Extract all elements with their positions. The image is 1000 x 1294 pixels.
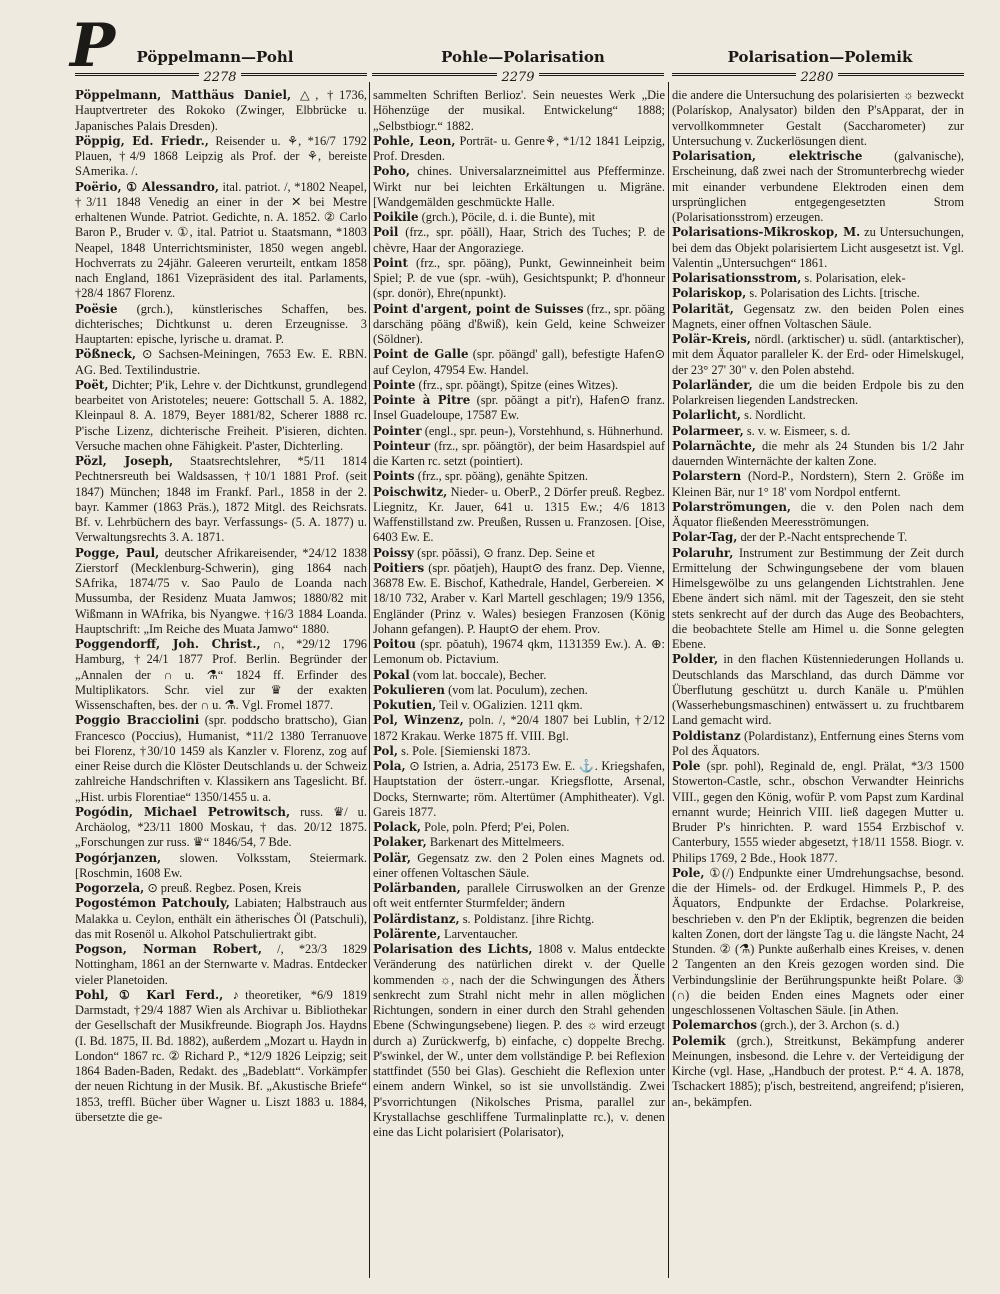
dictionary-entry [672,652,964,728]
entry-text: (grch.), der 3. Archon (s. d.) [760,1018,900,1033]
dictionary-entry [75,896,367,942]
section-letter: P [70,11,116,81]
dictionary-entry [373,485,665,546]
entry-text: zu Untersuchungen, bei dem das Objekt polarisiertem Licht ausgesetzt ist. Vgl. Valentin „Untersuchgen“ 1861. [672,225,964,270]
entry-term: Pogge, Paul, [75,545,160,560]
dictionary-entry [373,164,665,210]
entry-text: s. Pole. [Siemienski 1873. [401,743,531,758]
entry-text: Labiaten; Halbstrauch aus Malakka u. Ceylon, enthält ein ätherisches Öl (Patschuli), das mit Rosenöl u. Alkohol Patschuliertrakt gibt. [75,896,367,941]
dictionary-entry [373,637,665,668]
entry-text: s. v. w. Eismeer, s. d. [746,423,851,438]
entry-text: (spr. pŏängd' gall), befestigte Hafen⊙ auf Ceylon, 47954 Ew. Handel. [373,347,665,377]
dictionary-entry [373,851,665,882]
entry-term: Pogostémon Patchouly, [75,896,230,911]
entry-term: Pole [672,759,701,773]
dictionary-entry [75,988,367,1125]
entry-term: Points [373,469,415,484]
entry-term: Poitou [373,637,416,651]
dictionary-entry [672,439,964,470]
dictionary-entry [672,469,964,500]
entry-term: Pogorzela, [75,881,145,895]
entry-term: Polarisation des Lichts, [373,942,533,956]
entry-text: (grch.), Streitkunst, Bekämpfung anderer Meinungen, insbesond. die Lehre v. der Verteidigung der Kirche (vgl. Hase, „Handbuch der protest. P.“ 4. A. 1878, Tschackert 1885); p'isch, bestreitend, angreifend; p'isieren, an-, bekämpfen. [672,1033,964,1109]
dictionary-entry [373,881,665,912]
entry-text: russ. ♛/ u. Archäolog, *23/11 1800 Moskau, † das. 20/12 1875. „Forschungen zur russ. ♛“ 1846/54, 7 Bde. [75,804,367,850]
entry-text: (frz., spr. pŏängtör), der beim Hasardspiel auf die Karten rc. setzt (pointiert). [373,438,665,468]
dictionary-entry [373,912,665,927]
entry-term: Poissy [373,545,415,560]
entry-text: ⊙ Sachsen-Meiningen, 7653 Ew. E. RBN. AG. Bed. Textilindustrie. [75,347,367,377]
dictionary-entry [373,759,665,820]
entry-text: slowen. Volksstam, Steiermark. [Roschmin, 1608 Ew. [75,850,367,880]
entry-term: Pogson, Norman Robert, [75,942,262,956]
entry-text: (Polardistanz), Entfernung eines Sterns vom Pol des Äquators. [672,728,964,758]
entry-term: Point d'argent, point de Suisses [373,301,584,316]
entry-text: Instrument zur Bestimmung der Zeit durch Ermittelung der Schwingungsebene der vom blauen Himelsgewölbe zu uns gelangenden Lichtstrahlen. Jene Ebene ändert sich näml. mit der Tageszeit, den sie steht stets senkrecht auf der durch das Auge des Beobachters, die beobachtete Stelle am Himel u. die Sonne gelegten Ebene. [672,545,964,651]
entry-term: Pokulieren [373,682,445,697]
page-number-2: 2279 [497,70,538,85]
dictionary-entry [75,881,367,896]
entry-term: Pol, [373,743,399,758]
entry-term: Poët, [75,377,109,392]
dictionary-entry [672,378,964,409]
entry-term: Polarisations-Mikroskop, M. [672,225,861,240]
dictionary-entry [672,500,964,531]
dictionary-entry [672,286,964,301]
dictionary-entry [373,683,665,698]
entry-term: Pointer [373,423,422,438]
entry-term: Poikile [373,210,419,224]
entry-term: Pokal [373,667,410,682]
dictionary-entry [672,424,964,439]
entry-term: Pößneck, [75,347,136,362]
column-divider-1 [369,82,370,1278]
entry-text: Nieder- u. OberP., 2 Dörfer preuß. Regbez. Liegnitz, Kr. Jauer, 641 u. 1315 Ew.; 4/6 1813 Waffenstillstand zw. Preußen, Russen u. Franzosen. [Oise, 6403 Ew. E. [373,484,665,545]
entry-text: nördl. (arktischer) u. südl. (antarktischer), mit dem Äquator paralleler K. der Erd- oder Himelskugel, der 23° 27' 30" v. den Polen abstehd. [672,332,964,377]
entry-text: (vom lat. boccale), Becher. [412,667,547,682]
entry-text: (frz., spr. pŏäng darschäng pŏäng d'ßwiß), kein Geld, keine Schweizer (Söldner). [373,301,665,346]
entry-text: Larventaucher. [444,926,518,941]
dictionary-entry [75,637,367,713]
entry-term: Polarströmungen, [672,499,792,514]
entry-term: Poërio, ① Alessandro, [75,179,219,194]
entry-term: Pol, Winzenz, [373,713,464,728]
dictionary-entry [672,88,964,149]
entry-text: die andere die Untersuchung des polarisierten ☼ bezweckt (Polarískop, Analysator) bilden den P'sApparat, der in vervollkommneter Gestalt (Saccharometer) zur Untersuchung v. Zuckerlösungen dient. [672,88,964,148]
dictionary-entry [672,225,964,271]
entry-term: Pohle, Leon, [373,133,456,148]
dictionary-entry [672,149,964,225]
entry-term: Polarisation, elektrische [672,149,863,163]
entry-text: (spr. pohl), Reginald de, engl. Prälat, *3/3 1500 Stowerton-Castle, schr., obschon Verwandter Heinrichs VIII., gegen den König, wofür P. vom Papst zum Kardinal ernannt wurde; Heinrich VIII. ließ dagegen Mutter u. Bruder P's hinrichten. P. ward 1554 Erzbischof v. Canterbury, 1555 wieder abgesetzt, †18/11 1558. Biogr. v. Philips 1769, 2 Bde., Hook 1877. [672,759,964,865]
entry-text: (engl., spr. peun-), Vorstehhund, s. Hühnerhund. [424,423,664,438]
dictionary-entry [373,256,665,302]
entry-term: Poggendorff, Joh. Christ., [75,637,261,651]
dictionary-entry [672,1018,964,1033]
dictionary-entry [373,393,665,424]
dictionary-entry [373,744,665,759]
dictionary-entry [672,546,964,653]
dictionary-entry [373,225,665,256]
entry-term: Polarität, [672,301,734,316]
entry-term: Point de Galle [373,347,469,362]
dictionary-entry [75,180,367,302]
entry-term: Polär-Kreis, [672,332,751,346]
entry-text: Pole, poln. Pferd; P'ei, Polen. [424,820,570,834]
entry-text: Gegensatz zw. den 2 Polen eines Magnets od. einer offenen Voltaschen Säule. [373,850,665,880]
entry-text: ital. patriot. /, *1802 Neapel, †3/11 1848 Venedig an einer in der ✕ bei Mestre erhaltenen Wunde. Patriot. Gedichte, n. A. 1852. ② Carlo Baron P., Bruder v. ①, ital. Patriot u. Staatsmann, *1803 Neapel, 1848 Unterrichtsminister, 1850 wegen angebl. Hochverrats zu 24jähr. Galeeren verurteilt, entkam 1858 nach England, 1861 Vizepräsident des ital. Parlaments, †28/4 1867 Florenz. [75,179,367,301]
entry-text: parallele Cirruswolken an der Grenze oft weit entfernter Sturmfelder; ändern [373,881,665,911]
entry-text: ♪theoretiker, *6/9 1819 Darmstadt, †29/4 1887 Wien als Archivar u. Bibliothekar der Gesellschaft der Musikfreunde. Biograph Jos. Haydns (I. Bd. 1875, II. Bd. 1882), außerdem „Mozart u. Haydn in London“ 1867 rc. ② Richard P., *12/9 1826 Leipzig; seit 1864 Baden-Baden, Redakt. des „Badeblatt“. Vorkämpfer der neuen Richtung in der Musik. Bf. „Akustische Briefe“ 1853, treffl. Bücher über Wagner u. Liszt 1883 u. 1884, übersetzte die ge- [75,987,367,1124]
entry-term: Polärbanden, [373,881,461,895]
entry-text: Dichter; P'ik, Lehre v. der Dichtkunst, grundlegend bearbeitet von Aristoteles; neuere: Gottschall 5. A. 1882, Kleinpaul 8. A. 1879, Beyer 1881/82, Scherer 1888 rc. P'ische Lizenz, dichterische Freiheit. P'isieren, dichten. Versuche machen ohne Fähigkeit. P'aster, Dichterling. [75,377,367,453]
dictionary-entry [373,698,665,713]
dictionary-entry [75,851,367,882]
entry-term: Poggio Bracciolini [75,713,200,728]
entry-term: Polarmeer, [672,423,744,438]
page-number-1: 2278 [199,70,240,85]
dictionary-entry [373,668,665,683]
entry-term: Poësie [75,301,118,316]
entry-text: (galvanische), Erscheinung, daß zwei nach der Stromunterbrechg wieder mit einander verbundene Elektroden einen dem ursprünglichen entgegengesetzten Strom (Polarisationsstrom) erzeugen. [672,149,964,224]
entry-term: Polär, [373,850,412,865]
entry-term: Pogórjanzen, [75,850,162,865]
column-header-2: Pohle—Polarisation [441,48,605,66]
entry-text: (Nord-P., Nordstern), Stern 2. Größe im Kleinen Bär, nur 1° 18' vom Nordpol entfernt. [672,469,964,499]
dictionary-entry [672,866,964,1019]
entry-text: poln. /, *20/4 1807 bei Lublin, †2/12 1872 Krakau. Werke 1875 ff. VIII. Bgl. [373,713,665,743]
dictionary-entry [373,561,665,637]
entry-term: Pözl, Joseph, [75,454,174,468]
dictionary-entry [75,942,367,988]
dictionary-entry [373,134,665,165]
dictionary-entry [373,927,665,942]
entry-term: Polar-Tag, [672,530,738,545]
entry-term: Polack, [373,820,422,834]
entry-text: Gegensatz zw. den beiden Polen eines Magnets, einer offnen Voltaschen Säule. [672,301,964,331]
entry-term: Poischwitz, [373,484,448,499]
dictionary-entry [373,347,665,378]
dictionary-entry [75,302,367,348]
dictionary-entry [75,378,367,454]
entry-text: die um die beiden Erdpole bis zu den Polarkreisen liegenden Landstrecken. [672,377,964,407]
entry-text: s. Nordlicht. [744,408,806,423]
entry-term: Poho, [373,164,410,179]
dictionary-entry [75,347,367,378]
dictionary-entry [672,271,964,286]
dictionary-entry [75,134,367,180]
entry-text: ⊙ preuß. Regbez. Posen, Kreis [147,881,302,895]
dictionary-entry [373,546,665,561]
page-number-3: 2280 [796,70,837,85]
entry-term: Pointeur [373,438,431,453]
entry-term: Polärdistanz, [373,911,460,926]
entry-text: der der P.-Nacht entsprechende T. [740,530,908,545]
dictionary-entry [672,1034,964,1110]
dictionary-entry [75,454,367,546]
dictionary-entry [672,759,964,866]
dictionary-entry [75,546,367,638]
entry-text: (spr. pŏatuh), 19674 qkm, 1131359 Ew.). A. ⊕: Lemonum ob. Pictavium. [373,637,665,667]
entry-text: Barkenart des Mittelmeers. [429,835,565,850]
entry-text: deutscher Afrikareisender, *24/12 1838 Zierstorf (Mecklenburg-Schwerin), ging 1864 nach SAfrika, 1874/75 v. Sao Paulo de Loanda nach Mussumba, der Residenz Muata Jamwos; 1880/82 mit Wißmann in WAfrika, bis Nyangwe. †16/3 1884 Loanda. Hauptschrift: „Im Reiche des Muata Jamwo“ 1880. [75,545,367,636]
entry-term: Pöppelmann, Matthäus Daniel, [75,88,292,102]
column-2 [373,88,665,1278]
entry-term: Polärente, [373,926,441,941]
entry-term: Pointe [373,377,416,392]
entry-text: (frz., spr. pŏäng), genähte Spitzen. [417,469,589,484]
entry-term: Pohl, ① Karl Ferd., [75,987,224,1002]
dictionary-entry [373,469,665,484]
entry-text: (vom lat. Poculum), zechen. [448,682,588,697]
column-header-3: Polarisation—Polemik [727,48,913,66]
entry-term: Poldistanz [672,728,741,743]
entry-text: (frz., spr. pŏăll), Haar, Strich des Tuches; P. de chèvre, Haar der Angoraziege. [373,225,665,255]
entry-text: chines. Universalarzneimittel aus Pfefferminze. Wirkt nur bei leichten Erkältungen u. Migräne. [Wandgemälden geschmückte Halle. [373,164,665,209]
entry-text: sammelten Schriften Berlioz'. Sein neuestes Werk „Die Höhenzüge der musikal. Entwickelung“ 1888; „Selbstbiogr.“ 1882. [373,88,665,133]
dictionary-entry [672,408,964,423]
entry-text: Porträt- u. Genre⚘, *1/12 1841 Leipzig, Prof. Dresden. [373,133,665,163]
entry-text: Teil v. OGalizien. 1211 qkm. [439,698,583,712]
dictionary-entry [75,88,367,134]
entry-term: Polarstern [672,469,742,484]
entry-term: Pokutien, [373,698,437,712]
entry-term: Polemarchos [672,1018,758,1033]
dictionary-entry [373,942,665,1140]
entry-text: Reisender u. ⚘, *16/7 1792 Plauen, †4/9 1868 Leipzig als Prof. der ⚘, bereiste SAmerika. /. [75,133,367,179]
entry-text: (spr. pŏatjeh), Haupt⊙ des franz. Dep. Vienne, 36878 Ew. E. Bischof, Kathedrale, Handel, Gerbereien. ✕ 18/10 732, Araber v. Karl Martell geschlagen; 19/9 1356, Engländer (Prinz v. Wales) besiegen Franzosen (König Johann gefangen). P. Haupt⊙ der ehem. Prov. [373,560,665,636]
entry-text: Staatsrechtslehrer, *5/11 1814 Pechtnersreuth bei Waldsassen, †10/1 1881 Prof. (seit 1847) München; 1848 im Frankf. Parl., 1858 in der 2. bayr. Kammer (1863 Präs.), 1872 Mitgl. des Reichsrats. Bf. v. Lehrbüchern des bayr. Verfassungs- (5. A. 1877) u. Verwaltungsrechts 3. A. 1871. [75,454,367,545]
dictionary-entry [373,378,665,393]
dictionary-entry [373,713,665,744]
dictionary-entry [373,835,665,850]
entry-text: die mehr als 24 Stunden bis 1/2 Jahr dauernden Winternächte der kalten Zone. [672,438,964,468]
dictionary-entry [672,332,964,378]
entry-text: ①(/) Endpunkte einer Umdrehungsachse, besond. die der Himels- od. der Erdkugel. Himmels P., P. des Äquators, Endpunkte der Erdachse. Polarkreise, beschrieben v. den P'n der Ekliptik, begrenzen die beiden kalten Zonen, dort der längste Tag u. die längste Nacht, 24 Stunden. ② (⚗) Punkte außerhalb eines Kreises, v. denen 2 Tangenten an den Kreis gezogen worden sind. Die Verbindungslinie der Berührungspunkte heißt Polare. ③ (∩) die beiden Enden eines Magnets oder einer ungeschlossenen Voltaschen Säule. [in Athen. [672,865,964,1017]
dictionary-entry [672,530,964,545]
column-header-1: Pöppelmann—Pohl [136,48,294,66]
entry-text: (frz., spr. pŏängt), Spitze (eines Witzes). [418,377,619,392]
entry-text: (spr. poddscho brattscho), Gian Francesco (Poccius), Humanist, *11/2 1380 Terranuove bei Florenz, †30/10 1459 als Kanzler v. Florenz, zog auf einer Reise durch die Klöster Deutschlands u. der Schweiz zahlreiche Handschriften v. Klassikern ans Tageslicht. Bf. „Hist. urbis Florentiae“ 1350/1455 u. a. [75,713,367,804]
entry-text: (grch.), Pöcile, d. i. die Bunte), mit [421,210,596,224]
entry-text: (spr. pŏängt a pit'r), Hafen⊙ franz. Insel Guadeloupe, 17587 Ew. [373,393,665,423]
entry-text: ⊙ Istrien, a. Adria, 25173 Ew. E. ⚓. Kriegshafen, Hauptstation der österr.-ungar. Kriegsflotte, Arsenal, Docks, Sternwarte; röm. Altertümer (Amphitheater). Vgl. Gareis 1877. [373,759,665,819]
entry-term: Polder, [672,652,719,667]
dictionary-entry [373,820,665,835]
entry-term: Pole, [672,865,705,880]
entry-text: in den flachen Küstenniederungen Hollands u. Deutschlands das Marschland, das durch Dämme vor Überflutung geschützt u. durch Kanäle u. P'mühlen (Wasserhebungsmaschinen) entwässert u. zu fruchtbarem Land gemacht wird. [672,652,964,728]
dictionary-entry [373,439,665,470]
entry-term: Polarlicht, [672,408,742,423]
entry-text: s. Polarisation des Lichts. [trische. [749,286,920,301]
entry-term: Polaker, [373,835,427,850]
entry-text: 1808 v. Malus entdeckte Veränderung des natürlichen direkt v. der Quelle kommenden ☼, nach der die Schwingungen des Äthers senkrecht zum Strahl nicht mehr in allen möglichen Richtungen, sondern in einer durch den Strahl gehenden Ebene (Schwingungsebene) liegen. P. des ☼ wird erzeugt durch a) Zurückwerfg, b) einfache, c) doppelte Brechg. P'swinkel, der W., unter dem vollständige P. bei Reflexion stattfindet (550 bei Glas). Geschieht die Reflexion unter einem andern Winkel, so ist sie unvollständig. Zwei P'svorrichtungen (Nikolsches Prisma, parallel zur Krystallachse geschliffene Turmalinplatte rc.), v. denen eine das Licht polarisiert (Polarisator), [373,942,665,1139]
entry-text: s. Polarisation, elek- [804,271,906,285]
dictionary-entry [373,302,665,348]
entry-text: die v. den Polen nach dem Äquator fließenden Meeresströmungen. [672,499,964,529]
entry-term: Polaruhr, [672,545,734,560]
entry-term: Poitiers [373,560,425,575]
entry-text: △, †1736, Hauptvertreter des Rokoko (Zwinger, Elbbrücke u. Japanisches Palais Dresden). [75,88,367,133]
dictionary-entry [672,729,964,760]
entry-term: Pogódin, Michael Petrowitsch, [75,804,291,819]
dictionary-entry [373,88,665,134]
entry-term: Polariskop, [672,286,747,301]
entry-term: Polarisationsstrom, [672,271,802,285]
entry-term: Polemik [672,1033,726,1048]
column-3 [672,88,964,1278]
column-divider-2 [668,82,669,1278]
dictionary-entry [75,805,367,851]
dictionary-entry [373,424,665,439]
entry-term: Pointe à Pitre [373,393,471,407]
entry-text: (frz., spr. pŏäng), Punkt, Gewinneinheit beim Spiel; P. de vue (spr. -wüh), Gesichtspunkt; P. d'honneur (spr. donör), Ehre(npunkt). [373,255,665,301]
entry-text: ∩, *29/12 1796 Hamburg, †24/1 1877 Prof. Berlin. Begründer der „Annalen der ∩ u. ⚗“ 1824 ff. Erfinder des Multiplikators. Schr. viel zur ♛ der exakten Wissenschaften, bes. der ∩ u. ⚗. Vgl. Fromel 1877. [75,637,367,712]
entry-text: (spr. pŏăssi), ⊙ franz. Dep. Seine et [417,545,595,560]
entry-text: s. Poldistanz. [ihre Richtg. [462,911,595,926]
dictionary-entry [672,302,964,333]
entry-term: Point [373,255,408,270]
dictionary-entry [373,210,665,225]
column-1 [75,88,367,1278]
entry-text: (grch.), künstlerisches Schaffen, bes. dichterisches; Dichtkunst u. deren Erzeugnisse. 3 Hauptarten: epische, lyrische u. dramat. P. [75,301,367,346]
entry-text: /, *23/3 1829 Nottingham, 1861 an der Sternwarte v. Madras. Entdecker vieler Planetoiden. [75,942,367,987]
dictionary-entry [75,713,367,805]
entry-term: Poil [373,225,399,240]
entry-term: Pola, [373,759,406,773]
entry-term: Polarländer, [672,377,753,392]
entry-term: Pöppig, Ed. Friedr., [75,133,209,148]
entry-term: Polarnächte, [672,438,756,453]
